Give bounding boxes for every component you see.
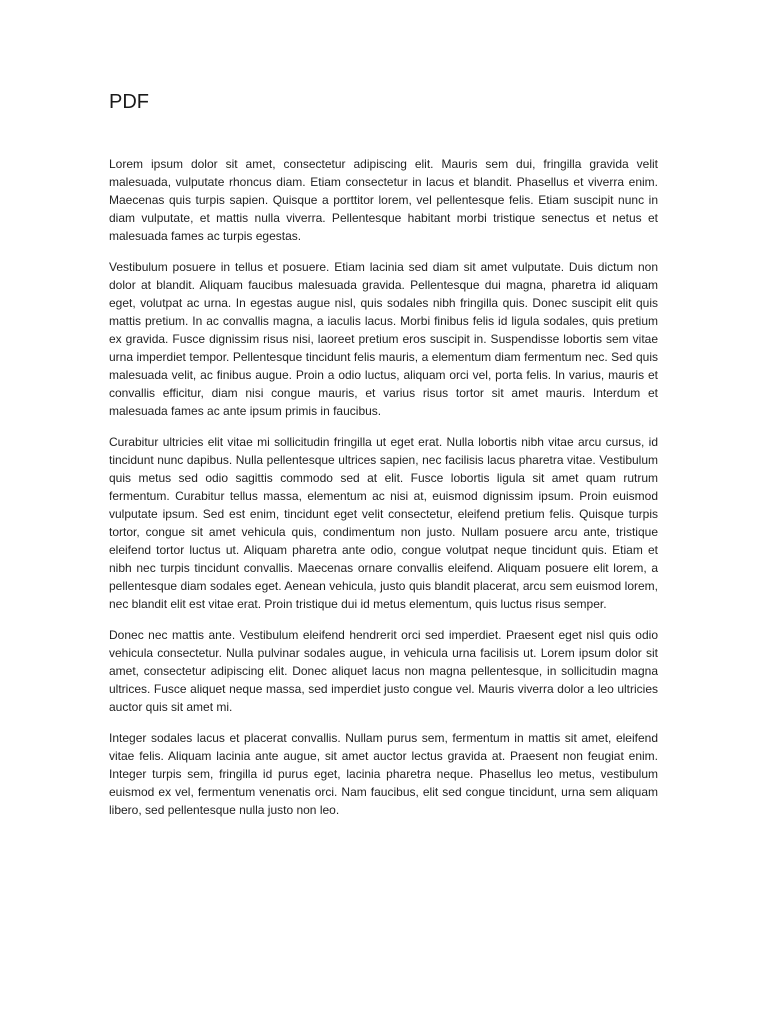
paragraph-4: Donec nec mattis ante. Vestibulum eleifend hendrerit orci sed imperdiet. Praesent eget nisl quis odio vehicula consectetur. Nulla pulvinar sodales augue, in vehicula urna facilisis ut. Lorem ipsum dolor sit amet, consectetur adipiscing elit. Donec aliquet lacus non magna pellentesque, in sollicitudin magna ultrices. Fusce aliquet neque massa, sed imperdiet justo congue vel. Mauris viverra dolor a leo ultricies auctor quis sit amet mi. xyxy=(109,628,658,714)
document-title: PDF xyxy=(109,91,149,113)
paragraph-1: Lorem ipsum dolor sit amet, consectetur adipiscing elit. Mauris sem dui, fringilla gravida velit malesuada, vulputate rhoncus diam. Etiam consectetur in lacus et blandit. Phasellus et viverra enim. Maecenas quis turpis sapien. Quisque a porttitor lorem, vel pellentesque felis. Etiam suscipit nunc in diam vulputate, et mattis nulla viverra. Pellentesque habitant morbi tristique senectus et netus et malesuada fames ac turpis egestas. xyxy=(109,157,658,243)
paragraph-3: Curabitur ultricies elit vitae mi sollicitudin fringilla ut eget erat. Nulla lobortis nibh vitae arcu cursus, id tincidunt nunc dapibus. Nulla pellentesque ultrices sapien, nec facilisis lacus pharetra vitae. Vestibulum quis metus sed odio sagittis commodo sed at elit. Fusce lobortis ligula sit amet quam rutrum fermentum. Curabitur tellus massa, elementum ac nisi at, euismod dignissim ipsum. Proin euismod vulputate ipsum. Sed est enim, tincidunt eget velit consectetur, eleifend pretium felis. Quisque turpis tortor, congue sit amet vehicula quis, condimentum non justo. Nullam posuere arcu ante, tristique eleifend tortor luctus ut. Aliquam pharetra ante odio, congue volutpat neque tincidunt quis. Etiam et nibh nec turpis tincidunt convallis. Maecenas ornare convallis eleifend. Aliquam posuere elit lorem, a pellentesque diam sodales eget. Aenean vehicula, justo quis blandit placerat, arcu sem euismod lorem, nec blandit elit est vitae erat. Proin tristique dui id metus elementum, quis luctus risus semper. xyxy=(109,435,658,611)
paragraph-5: Integer sodales lacus et placerat convallis. Nullam purus sem, fermentum in mattis sit amet, eleifend vitae felis. Aliquam lacinia ante augue, sit amet auctor lectus gravida at. Praesent non feugiat enim. Integer turpis sem, fringilla id purus eget, lacinia pharetra neque. Phasellus leo metus, vestibulum euismod ex vel, fermentum venenatis orci. Nam faucibus, elit sed congue tincidunt, urna sem aliquam libero, sed pellentesque nulla justo non leo. xyxy=(109,731,658,817)
document-body xyxy=(109,155,658,832)
paragraph-2: Vestibulum posuere in tellus et posuere. Etiam lacinia sed diam sit amet vulputate. Duis dictum non dolor at blandit. Aliquam faucibus malesuada gravida. Pellentesque dui magna, pharetra id aliquam eget, volutpat ac urna. In egestas augue nisl, quis sodales nibh fringilla quis. Donec suscipit elit quis mattis pretium. In ac convallis magna, a iaculis lacus. Morbi finibus felis id ligula sodales, quis pretium ex gravida. Fusce dignissim risus nisi, laoreet pretium eros suscipit in. Suspendisse lobortis sem vitae urna imperdiet tempor. Pellentesque tincidunt felis mauris, a elementum diam fermentum nec. Sed quis malesuada velit, ac finibus augue. Proin a odio luctus, aliquam orci vel, porta felis. In varius, mauris et convallis efficitur, diam nisi congue mauris, et varius risus tortor sit amet mauris. Interdum et malesuada fames ac ante ipsum primis in faucibus. xyxy=(109,260,658,418)
